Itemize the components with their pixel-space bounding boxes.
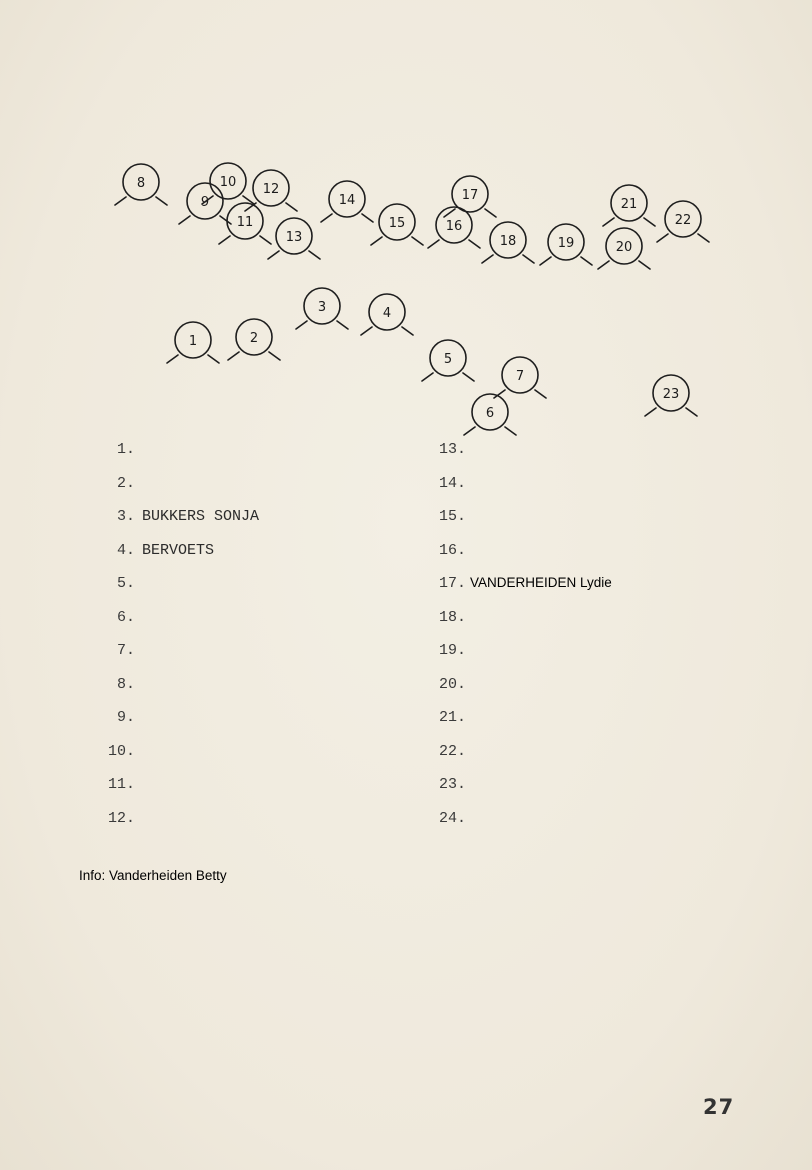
person-head-14 — [321, 181, 373, 222]
head-label: 12 — [262, 182, 280, 197]
head-label: 8 — [136, 176, 146, 191]
list-entry — [97, 642, 135, 662]
head-label: 15 — [388, 216, 406, 231]
entry-number: 24. — [438, 810, 466, 827]
head-label: 1 — [188, 334, 198, 349]
person-head-21 — [603, 185, 655, 226]
head-label: 10 — [219, 175, 237, 190]
list-entry — [436, 642, 466, 662]
person-head-19 — [540, 224, 592, 265]
entry-number: 8. — [116, 676, 135, 693]
person-head-4 — [361, 294, 413, 335]
person-head-2 — [228, 319, 280, 360]
list-entry — [97, 575, 135, 595]
entry-name: VANDERHEIDEN Lydie — [470, 575, 612, 590]
head-label: 3 — [317, 300, 327, 315]
person-head-3 — [296, 288, 348, 329]
entry-number: 12. — [107, 810, 135, 827]
person-head-1 — [167, 322, 219, 363]
person-head-16 — [428, 207, 480, 248]
entry-number: 23. — [438, 776, 466, 793]
page-number: 27 — [703, 1095, 735, 1119]
list-entry — [436, 475, 466, 495]
entry-number: 2. — [116, 475, 135, 492]
list-entry — [97, 508, 259, 528]
entry-number: 13. — [438, 441, 466, 458]
list-entry — [436, 575, 612, 595]
entry-number: 7. — [116, 642, 135, 659]
head-label: 2 — [249, 331, 259, 346]
person-head-20 — [598, 228, 650, 269]
head-label: 17 — [461, 188, 479, 203]
list-entry — [436, 441, 466, 461]
entry-number: 3. — [116, 508, 135, 525]
entry-number: 10. — [107, 743, 135, 760]
head-label: 14 — [338, 193, 356, 208]
person-head-18 — [482, 222, 534, 263]
entry-number: 20. — [438, 676, 466, 693]
list-entry — [97, 776, 135, 796]
person-head-22 — [657, 201, 709, 242]
entry-number: 11. — [107, 776, 135, 793]
entry-number: 19. — [438, 642, 466, 659]
list-entry — [97, 441, 135, 461]
head-label: 9 — [200, 195, 210, 210]
entry-number: 4. — [116, 542, 135, 559]
head-label: 20 — [615, 240, 633, 255]
list-entry — [436, 810, 466, 830]
person-head-15 — [371, 204, 423, 245]
info-note: Info: Vanderheiden Betty — [79, 868, 227, 883]
entry-number: 6. — [116, 609, 135, 626]
entry-number: 16. — [438, 542, 466, 559]
person-head-11 — [219, 203, 271, 244]
person-head-8 — [115, 164, 167, 205]
list-entry — [97, 743, 135, 763]
head-label: 19 — [557, 236, 575, 251]
list-entry — [97, 475, 135, 495]
list-entry — [97, 676, 135, 696]
list-entry — [436, 542, 466, 562]
entry-name: BERVOETS — [142, 542, 215, 559]
head-label: 4 — [382, 306, 392, 321]
head-label: 13 — [285, 230, 303, 245]
entry-number: 18. — [438, 609, 466, 626]
entry-number: 17. — [438, 575, 466, 592]
list-entry — [97, 709, 135, 729]
person-head-17 — [444, 176, 496, 217]
list-entry — [436, 508, 466, 528]
list-entry — [436, 776, 466, 796]
person-head-10 — [202, 163, 254, 204]
list-entry — [436, 676, 466, 696]
entry-number: 1. — [116, 441, 135, 458]
entry-number: 22. — [438, 743, 466, 760]
head-label: 7 — [515, 369, 525, 384]
list-entry — [97, 810, 135, 830]
head-label: 6 — [485, 406, 495, 421]
list-entry — [436, 709, 466, 729]
list-entry — [436, 743, 466, 763]
entry-number: 14. — [438, 475, 466, 492]
person-head-13 — [268, 218, 320, 259]
head-label: 11 — [236, 215, 254, 230]
person-head-5 — [422, 340, 474, 381]
list-entry — [436, 609, 466, 629]
entry-name: BUKKERS SONJA — [142, 508, 260, 525]
head-label: 21 — [620, 197, 638, 212]
person-head-7 — [494, 357, 546, 398]
person-head-23 — [645, 375, 697, 416]
person-head-12 — [245, 170, 297, 211]
person-head-6 — [464, 394, 516, 435]
head-label: 5 — [443, 352, 453, 367]
list-entry — [97, 609, 135, 629]
entry-number: 21. — [438, 709, 466, 726]
head-label: 16 — [445, 219, 463, 234]
entry-number: 15. — [438, 508, 466, 525]
entry-number: 9. — [116, 709, 135, 726]
head-label: 18 — [499, 234, 517, 249]
entry-number: 5. — [116, 575, 135, 592]
head-label: 22 — [674, 213, 692, 228]
class-photo-seating-sketch — [0, 0, 812, 460]
head-label: 23 — [662, 387, 680, 402]
list-entry — [97, 542, 214, 562]
